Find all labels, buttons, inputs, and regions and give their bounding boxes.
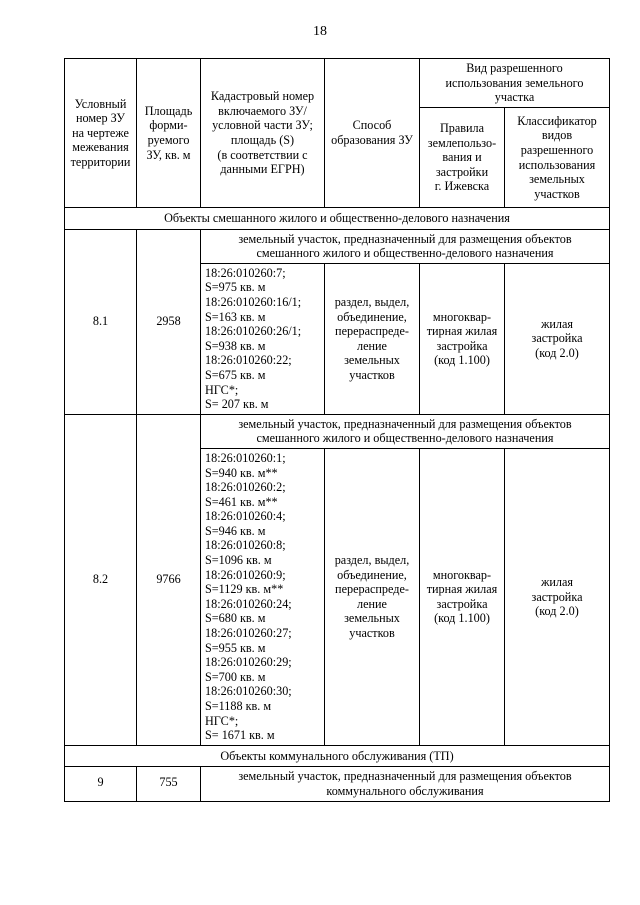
- header-permitted-use: Вид разрешенного использования земельного участка: [420, 59, 610, 108]
- plot-number: 8.1: [65, 229, 137, 414]
- use-rules: многоквар- тирная жилая застройка (код 1.100): [420, 263, 505, 414]
- cadastral-list: 18:26:010260:7; S=975 кв. м 18:26:010260:16/1; S=163 кв. м 18:26:010260:26/1; S=938 кв. м 18:26:010260:22; S=675 кв. м НГС*; S= 207 кв. м: [201, 263, 325, 414]
- plot-number: 9: [65, 767, 137, 801]
- section-row: [65, 208, 610, 230]
- header-row-1: [65, 59, 610, 108]
- plot-number: 8.2: [65, 414, 137, 745]
- plot-purpose: земельный участок, предназначенный для размещения объектов коммунального обслуживания: [201, 767, 610, 801]
- plot-area: 755: [137, 767, 201, 801]
- page-number: 18: [313, 24, 327, 39]
- use-classifier: жилая застройка (код 2.0): [505, 448, 610, 745]
- section-mixed-use: Объекты смешанного жилого и общественно-делового назначения: [65, 208, 610, 230]
- use-classifier: жилая застройка (код 2.0): [505, 263, 610, 414]
- plot-area: 2958: [137, 229, 201, 414]
- section-utility: Объекты коммунального обслуживания (ТП): [65, 745, 610, 767]
- cadastral-list: 18:26:010260:1; S=940 кв. м** 18:26:010260:2; S=461 кв. м** 18:26:010260:4; S=946 кв. м 18:26:010260:8; S=1096 кв. м 18:26:010260:9; S=1129 кв. м** 18:26:010260:24; S=680 кв. м 18:26:010260:27; S=955 кв. м 18:26:010260:29; S=700 кв. м 18:26:010260:30; S=1188 кв. м НГС*; S= 1671 кв. м: [201, 448, 325, 745]
- land-plots-table: [64, 58, 610, 802]
- table-row: [65, 229, 610, 263]
- plot-purpose: земельный участок, предназначенный для размещения объектов смешанного жилого и общественно-делового назначения: [201, 229, 610, 263]
- header-rules: Правила землепользо- вания и застройки г. Ижевска: [420, 108, 505, 208]
- header-plot-number: Условный номер ЗУ на чертеже межевания территории: [65, 59, 137, 208]
- header-plot-area: Площадь форми- руемого ЗУ, кв. м: [137, 59, 201, 208]
- formation-method: раздел, выдел, объединение, перераспреде- ление земельных участков: [325, 263, 420, 414]
- table-row: [65, 767, 610, 801]
- plot-area: 9766: [137, 414, 201, 745]
- header-classifier: Классификатор видов разрешенного использования земельных участков: [505, 108, 610, 208]
- plot-purpose: земельный участок, предназначенный для размещения объектов смешанного жилого и общественно-делового назначения: [201, 414, 610, 448]
- header-cadastral: Кадастровый номер включаемого ЗУ/ условной части ЗУ; площадь (S) (в соответствии с данными ЕГРН): [201, 59, 325, 208]
- header-method: Способ образования ЗУ: [325, 59, 420, 208]
- use-rules: многоквар- тирная жилая застройка (код 1.100): [420, 448, 505, 745]
- section-row: [65, 745, 610, 767]
- formation-method: раздел, выдел, объединение, перераспреде- ление земельных участков: [325, 448, 420, 745]
- table-row: [65, 414, 610, 448]
